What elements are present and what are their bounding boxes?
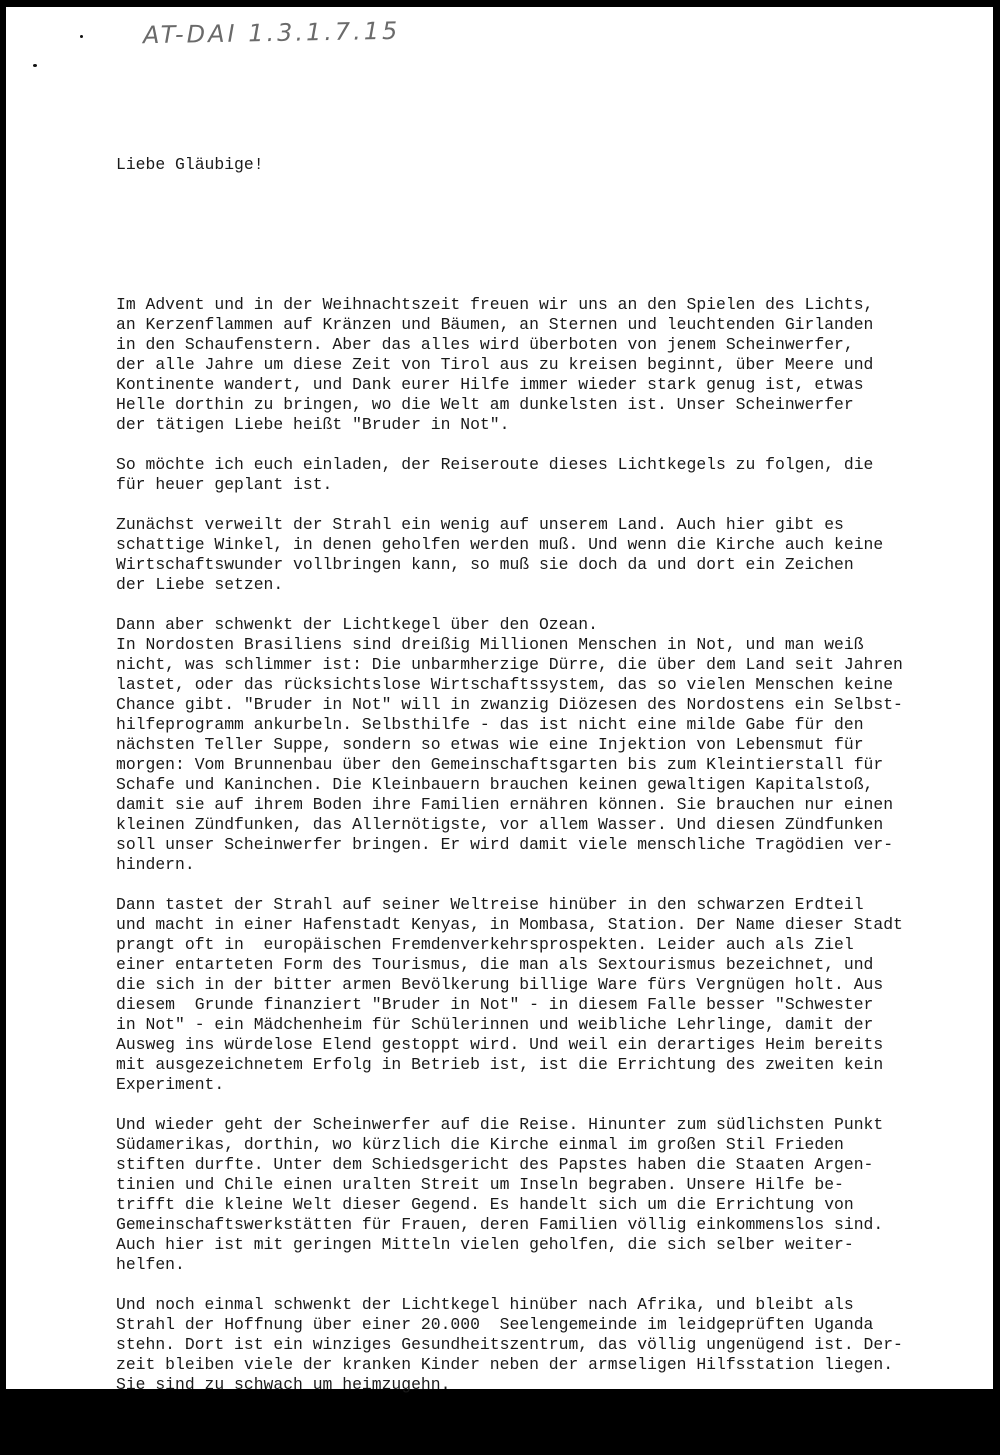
- text-line: schattige Winkel, in denen geholfen werden muß. Und wenn die Kirche auch keine: [116, 535, 884, 554]
- letter-body: [116, 75, 916, 1455]
- text-line: kleinen Zündfunken, das Allernötigste, vor allem Wasser. Und diesen Zündfunken: [116, 815, 884, 834]
- salutation: [116, 115, 916, 215]
- text-line: Und noch einmal schwenkt der Lichtkegel hinüber nach Afrika, und bleibt als: [116, 1295, 854, 1314]
- scan-speck: [80, 35, 83, 38]
- text-line: diesem Grunde finanziert "Bruder in Not" - in diesem Falle besser "Schwester: [116, 995, 874, 1014]
- text-line: lastet, oder das rücksichtslose Wirtschaftssystem, das so vielen Menschen keine: [116, 675, 894, 694]
- text-line: damit sie auf ihrem Boden ihre Familien ernähren können. Sie brauchen nur einen: [116, 795, 894, 814]
- text-line: zeit bleiben viele der kranken Kinder neben der armseligen Hilfsstation liegen.: [116, 1355, 894, 1374]
- text-line: Auch hier ist mit geringen Mitteln vielen geholfen, die sich selber weiter-: [116, 1235, 854, 1254]
- text-line: hindern.: [116, 855, 195, 874]
- paragraph: [116, 615, 916, 875]
- text-line: Helle dorthin zu bringen, wo die Welt am dunkelsten ist. Unser Scheinwerfer: [116, 395, 854, 414]
- text-line: mit ausgezeichnetem Erfolg in Betrieb ist, ist die Errichtung des zweiten kein: [116, 1055, 884, 1074]
- text-line: tinien und Chile einen uralten Streit um Inseln begraben. Unsere Hilfe be-: [116, 1175, 844, 1194]
- text-line: Ausweg ins würdelose Elend gestoppt wird. Und weil ein derartiges Heim bereits: [116, 1035, 884, 1054]
- text-line: morgen: Vom Brunnenbau über den Gemeinschaftsgarten bis zum Kleintierstall für: [116, 755, 884, 774]
- text-line: in Not" - ein Mädchenheim für Schülerinnen und weibliche Lehrlinge, damit der: [116, 1015, 874, 1034]
- text-line: nächsten Teller Suppe, sondern so etwas wie eine Injektion von Lebensmut für: [116, 735, 864, 754]
- text-line: Chance gibt. "Bruder in Not" will in zwanzig Diözesen des Nordostens ein Selbst-: [116, 695, 903, 714]
- text-line: Dann tastet der Strahl auf seiner Weltreise hinüber in den schwarzen Erdteil: [116, 895, 864, 914]
- archive-reference-handwritten: AT-DAI 1.3.1.7.15: [142, 16, 401, 50]
- text-line: Kontinente wandert, und Dank eurer Hilfe immer wieder stark genug ist, etwas: [116, 375, 864, 394]
- text-line: Dann aber schwenkt der Lichtkegel über den Ozean.: [116, 615, 598, 634]
- paragraph: [116, 1295, 916, 1395]
- paragraphs: [116, 295, 916, 1395]
- document-page: [6, 7, 993, 1394]
- text-line: trifft die kleine Welt dieser Gegend. Es handelt sich um die Errichtung von: [116, 1195, 854, 1214]
- text-line: Südamerikas, dorthin, wo kürzlich die Kirche einmal im großen Stil Frieden: [116, 1135, 844, 1154]
- paragraph: [116, 895, 916, 1095]
- text-line: für heuer geplant ist.: [116, 475, 333, 494]
- text-line: Experiment.: [116, 1075, 225, 1094]
- text-line: So möchte ich euch einladen, der Reiseroute dieses Lichtkegels zu folgen, die: [116, 455, 874, 474]
- text-line: Sie sind zu schwach um heimzugehn.: [116, 1375, 451, 1394]
- paragraph: [116, 295, 916, 435]
- text-line: Und wieder geht der Scheinwerfer auf die Reise. Hinunter zum südlichsten Punkt: [116, 1115, 884, 1134]
- text-line: der alle Jahre um diese Zeit von Tirol aus zu kreisen beginnt, über Meere und: [116, 355, 874, 374]
- text-line: stehn. Dort ist ein winziges Gesundheitszentrum, das völlig ungenügend ist. Der-: [116, 1335, 903, 1354]
- text-line: nicht, was schlimmer ist: Die unbarmherzige Dürre, die über dem Land seit Jahren: [116, 655, 903, 674]
- salutation-text: Liebe Gläubige!: [116, 155, 264, 174]
- text-line: die sich in der bitter armen Bevölkerung billige Ware fürs Vergnügen holt. Aus: [116, 975, 884, 994]
- text-line: soll unser Scheinwerfer bringen. Er wird damit viele menschliche Tragödien ver-: [116, 835, 894, 854]
- text-line: helfen.: [116, 1255, 185, 1274]
- text-line: Wirtschaftswunder vollbringen kann, so muß sie doch da und dort ein Zeichen: [116, 555, 854, 574]
- paragraph: [116, 1115, 916, 1275]
- text-line: einer entarteten Form des Tourismus, die man als Sextourismus bezeichnet, und: [116, 955, 874, 974]
- text-line: Im Advent und in der Weihnachtszeit freuen wir uns an den Spielen des Lichts,: [116, 295, 874, 314]
- text-line: in den Schaufenstern. Aber das alles wird überboten von jenem Scheinwerfer,: [116, 335, 854, 354]
- text-line: der tätigen Liebe heißt "Bruder in Not".: [116, 415, 510, 434]
- paragraph: [116, 455, 916, 495]
- text-line: an Kerzenflammen auf Kränzen und Bäumen, an Sternen und leuchtenden Girlanden: [116, 315, 874, 334]
- paragraph: [116, 515, 916, 595]
- text-line: In Nordosten Brasiliens sind dreißig Millionen Menschen in Not, und man weiß: [116, 635, 864, 654]
- text-line: Schafe und Kaninchen. Die Kleinbauern brauchen keinen gewaltigen Kapitalstoß,: [116, 775, 874, 794]
- text-line: der Liebe setzen.: [116, 575, 284, 594]
- text-line: stiften durfte. Unter dem Schiedsgericht des Papstes haben die Staaten Argen-: [116, 1155, 874, 1174]
- text-line: Gemeinschaftswerkstätten für Frauen, deren Familien völlig einkommenslos sind.: [116, 1215, 884, 1234]
- text-line: und macht in einer Hafenstadt Kenyas, in Mombasa, Station. Der Name dieser Stadt: [116, 915, 903, 934]
- text-line: hilfeprogramm ankurbeln. Selbsthilfe - das ist nicht eine milde Gabe für den: [116, 715, 864, 734]
- scan-speck: [33, 64, 37, 67]
- text-line: Zunächst verweilt der Strahl ein wenig auf unserem Land. Auch hier gibt es: [116, 515, 844, 534]
- text-line: Strahl der Hoffnung über einer 20.000 Seelengemeinde im leidgeprüften Uganda: [116, 1315, 874, 1334]
- text-line: prangt oft in europäischen Fremdenverkehrsprospekten. Leider auch als Ziel: [116, 935, 854, 954]
